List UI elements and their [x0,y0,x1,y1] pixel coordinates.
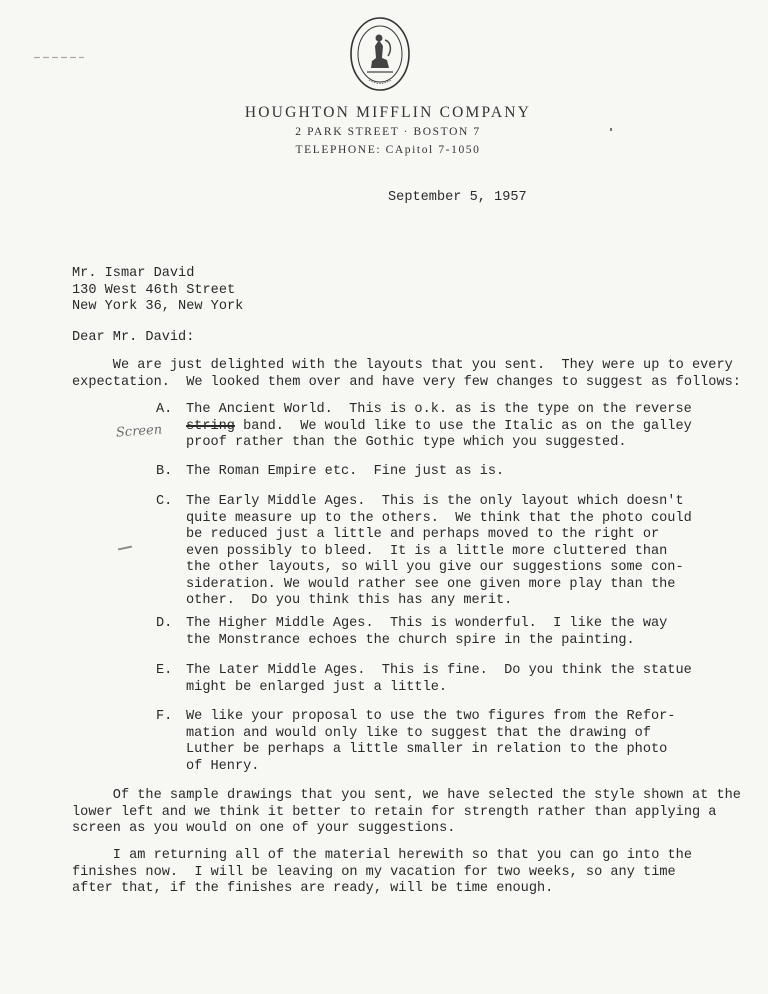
item-label: B. [156,464,173,479]
text-line: Luther be perhaps a little smaller in relation to the photo [186,742,668,757]
text-line: sideration. We would rather see one given more play than the [186,576,676,592]
text-line: I am returning all of the material herewith so that you can go into the [72,848,692,863]
text-line: might be enlarged just a little. [186,679,448,695]
recipient-line: Mr. Ismar David [72,266,195,281]
text-line: lower left and we think it better to retain for strength rather than applying a [72,804,717,820]
text-line: band. We would like to use the Italic as on the galley [234,418,692,434]
text-line: finishes now. I will be leaving on my vacation for two weeks, so any time [72,864,676,880]
item-text [186,663,692,696]
text-line: The Higher Middle Ages. This is wonderful. I like the way [186,616,668,631]
item-label: E. [156,663,173,678]
margin-tick-mark [118,546,132,551]
struck-word: string [186,418,235,434]
paper-mark [610,128,612,131]
text-line: the other layouts, so will you give our suggestions some con- [186,560,684,575]
item-label: D. [156,616,173,631]
intro-paragraph [72,358,741,391]
handwritten-annotation: Screen [115,422,163,441]
recipient-line: 130 West 46th Street [72,282,236,298]
paragraph-returning [72,848,692,898]
text-line: screen as you would on one of your suggestions. [72,821,456,836]
item-label: F. [156,709,173,724]
text-line: after that, if the finishes are ready, will be time enough. [72,881,554,896]
item-text [186,402,692,452]
text-line: mation and would only like to suggest that the drawing of [186,725,651,741]
text-line: The Early Middle Ages. This is the only layout which doesn't [186,494,684,509]
company-address: 2 PARK STREET · BOSTON 7 [295,126,481,138]
text-line: expectation. We looked them over and have very few changes to suggest as follows: [72,374,741,390]
item-label: A. [156,402,173,417]
text-line: The Later Middle Ages. This is fine. Do you think the statue [186,663,692,678]
text-line: the Monstrance echoes the church spire in the painting. [186,632,635,648]
recipient-line: New York 36, New York [72,299,244,314]
ink-smudge [34,56,84,59]
item-text: The Roman Empire etc. Fine just as is. [186,464,505,479]
paragraph-drawings [72,788,741,838]
text-line: We are just delighted with the layouts that you sent. They were up to every [72,358,733,373]
item-text [186,494,692,610]
text-line: even possibly to bleed. It is a little more cluttered than [186,543,668,559]
item-text [186,709,675,775]
letter-date: September 5, 1957 [388,190,527,205]
text-line: quite measure up to the others. We think that the photo could [186,510,692,526]
text-line: Of the sample drawings that you sent, we have selected the style shown at the [72,788,741,803]
item-text [186,616,667,649]
text-line: other. Do you think this has any merit. [186,593,513,608]
text-line: of Henry. [186,758,260,774]
text-line: proof rather than the Gothic type which you suggested. [186,435,627,450]
company-telephone: TELEPHONE: CApitol 7-1050 [295,144,481,156]
company-seal-icon [349,16,411,92]
item-label: C. [156,494,173,509]
text-line: be reduced just a little and perhaps moved to the right or [186,527,660,542]
company-name: HOUGHTON MIFFLIN COMPANY [244,104,532,121]
recipient-address [72,266,243,316]
text-line: The Ancient World. This is o.k. as is the type on the reverse [186,402,692,417]
salutation: Dear Mr. David: [72,330,195,345]
text-line: We like your proposal to use the two figures from the Refor- [186,709,676,724]
